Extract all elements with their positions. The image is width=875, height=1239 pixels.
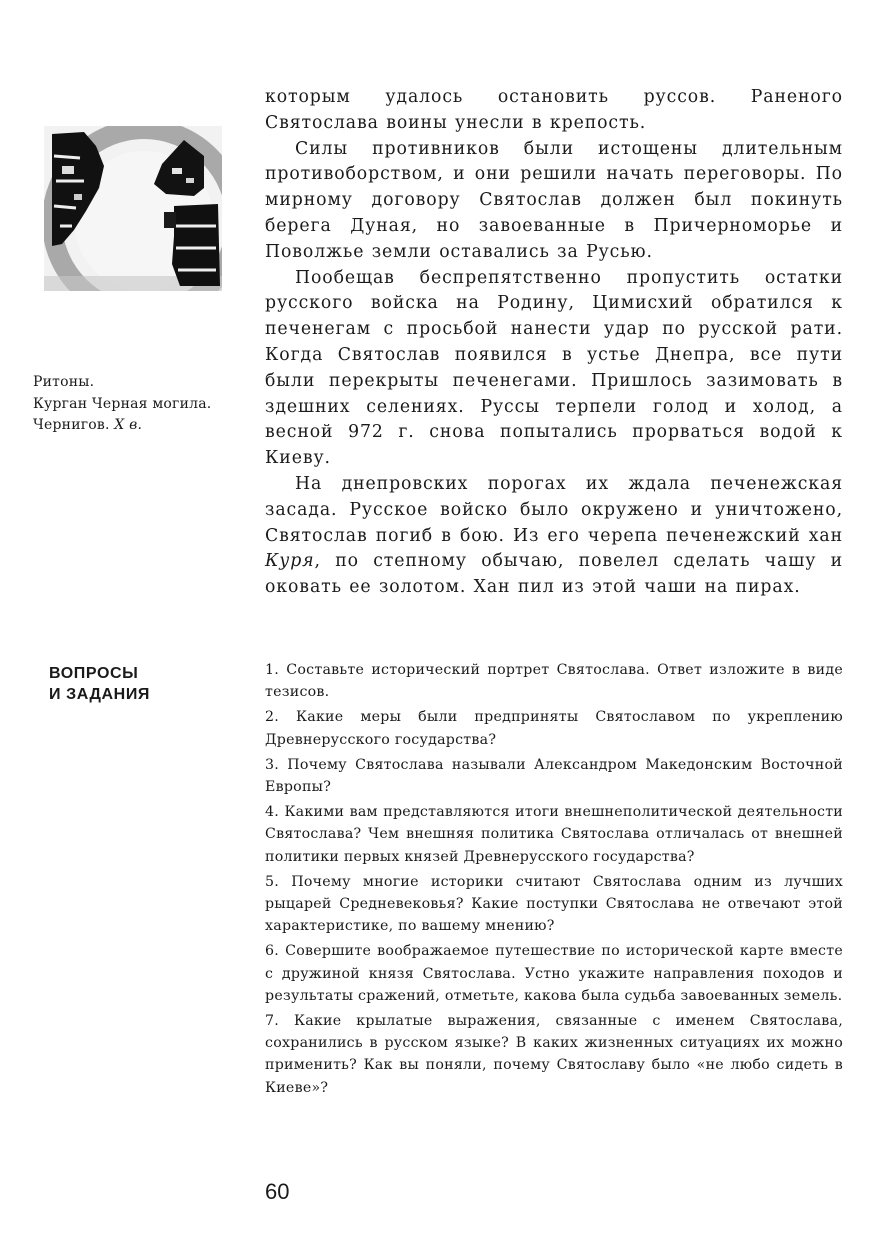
questions-heading bbox=[49, 663, 239, 705]
khan-name: Куря bbox=[265, 551, 315, 572]
question-item: 6. Совершите воображаемое путешествие по исторической карте вместе с дружиной князя Святослава. Устно укажите направления походов и результаты сражений, отметьте, какова была судьба завоеванных земель. bbox=[265, 943, 843, 1004]
caption-line-3 bbox=[33, 415, 263, 437]
paragraph-4 bbox=[265, 472, 843, 601]
caption-line-1: Ритоны. bbox=[33, 374, 95, 390]
question-item: 4. Какими вам представляются итоги внешнеполитической деятельности Святослава? Чем внешняя политика Святослава отличалась от внешней политики первых князей Древнерусского государства? bbox=[265, 804, 843, 865]
questions-list bbox=[265, 659, 843, 1102]
paragraph-3: Пообещав беспрепятственно пропустить остатки русского войска на Родину, Цимисхий обратился к печенегам с просьбой нанести удар по русской рати. Когда Святослав появился в устье Днепра, все пути были перекрыты печенегами. Пришлось зазимовать в здешних селениях. Руссы терпели голод и холод, а весной 972 г. снова попытались прорваться водой к Киеву. bbox=[265, 267, 843, 469]
question-item: 5. Почему многие историки считают Святослава одним из лучших рыцарей Средневековья? Какие поступки Святослава не отвечают этой характеристике, по вашему мнению? bbox=[265, 873, 843, 935]
question-item: 3. Почему Святослава называли Александром Македонским Восточной Европы? bbox=[265, 756, 843, 796]
question-item: 7. Какие крылатые выражения, связанные с именем Святослава, сохранились в русском языке? В каких жизненных ситуациях их можно применить? Как вы поняли, почему Святославу было «не любо сидеть в Киеве»? bbox=[265, 1013, 843, 1096]
caption-line-2: Курган Черная могила. bbox=[33, 395, 212, 412]
rhyton-photo bbox=[44, 126, 222, 291]
question-item: 2. Какие меры были предприняты Святославом по укреплению Древнерусского государства? bbox=[265, 709, 843, 748]
paragraph-4-part-2: , по степному обычаю, повелел сделать чашу и оковать ее золотом. Хан пил из этой чаши на пирах. bbox=[265, 551, 843, 598]
paragraph-2: Силы противников были истощены длительным противоборством, и они решили начать переговоры. По мирному договору Святослав должен был покинуть берега Дуная, но завоеванные в Причерноморье и Поволжье земли оставались за Русью. bbox=[265, 138, 843, 262]
caption-place: Чернигов. bbox=[33, 417, 115, 433]
questions-heading-line-2: И ЗАДАНИЯ bbox=[49, 686, 151, 703]
main-text bbox=[265, 85, 843, 601]
question-item: 1. Составьте исторический портрет Святослава. Ответ изложите в виде тезисов. bbox=[265, 662, 843, 701]
caption-century: X в. bbox=[114, 417, 143, 433]
paragraph-1: которым удалось остановить руссов. Раненого Святослава воины унесли в крепость. bbox=[265, 87, 843, 133]
questions-heading-line-1: ВОПРОСЫ bbox=[49, 665, 139, 682]
page-number: 60 bbox=[265, 1179, 290, 1204]
paragraph-4-part-1: На днепровских порогах их ждала печенежская засада. Русское войско было окружено и уничтожено, Святослав погиб в бою. Из его черепа печенежский хан bbox=[265, 473, 843, 546]
image-caption bbox=[33, 372, 263, 437]
